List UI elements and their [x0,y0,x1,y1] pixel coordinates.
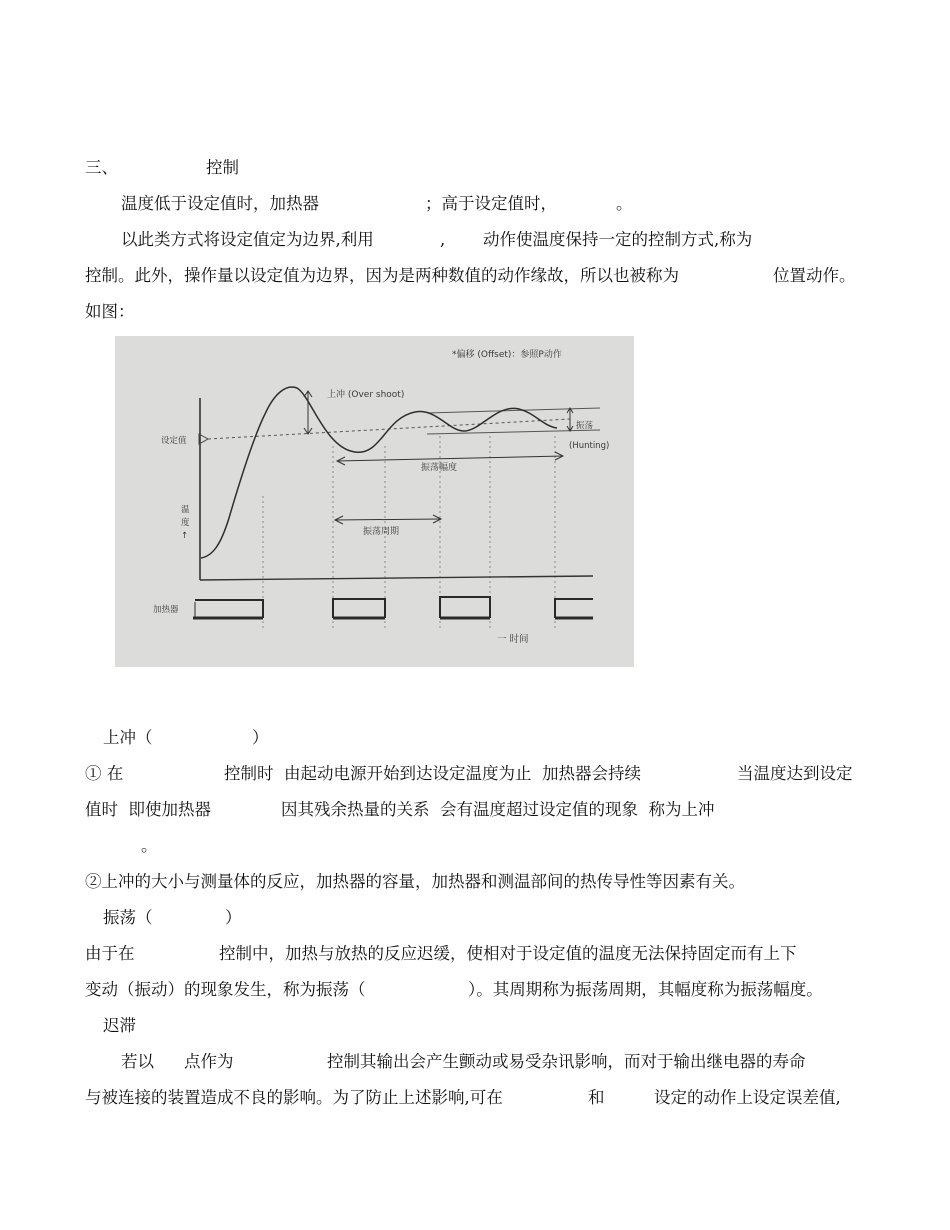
para2-line1-c: 动作使温度保持一定的控制方式,称为 [483,230,753,249]
heater-label: 加热器 [153,605,179,615]
hunting-line1-b: 控制中，加热与放热的反应迟缓，使相对于设定值的温度无法保持固定而有上下 [219,944,797,963]
para2-line2-b: 位置动作。 [773,266,856,285]
amplitude-label: 振荡幅度 [421,463,458,473]
para2-line2-a: 控制。此外，操作量以设定值为边界，因为是两种数值的动作缘故，所以也被称为 [85,266,679,285]
temp-axis-label-1: 温 [181,505,190,515]
hysteresis-line1-b: 点作为 [184,1052,234,1071]
para1-text-c: 。 [616,194,633,213]
para1-text-b: ；高于设定值时， [425,194,557,213]
para2-line3: 如图： [85,302,135,321]
time-guide-lines [263,436,555,631]
section-title: 控制 [206,158,239,177]
hysteresis-line2-b: 和 [588,1088,605,1107]
hunting-line1-a: 由于在 [85,944,135,963]
overshoot-item1-line2-b: 因其残余热量的关系 会有温度超过设定值的现象 称为上冲 [281,800,715,819]
time-label: 一 时间 [497,634,529,645]
temp-axis-label-2: 度 [181,518,190,528]
para2-line1-b: , [440,230,446,249]
period-label: 振荡周期 [363,527,400,537]
overshoot-item1-line1-a: ① 在 [85,764,124,783]
time-axis [200,576,593,580]
hysteresis-line1-c: 控制其输出会产生颤动或易受杂讯影响，而对于输出继电器的寿命 [327,1052,806,1071]
hysteresis-heading: 迟滞 [103,1016,136,1035]
hunting-line2-b: ）。其周期称为振荡周期，其幅度称为振荡幅度。 [468,980,823,999]
overshoot-heading-a: 上冲（ [103,728,153,747]
offset-note: *偏移 (Offset)：参照P动作 [452,350,562,360]
heater-signal [193,597,593,618]
overshoot-item1-line2-a: 值时 即使加热器 [85,800,211,819]
para2-line1-a: 以此类方式将设定值定为边界,利用 [121,230,374,249]
hunting-en-label: (Hunting) [569,441,610,451]
hunting-line2-a: 变动（振动）的现象发生，称为振荡（ [85,980,366,999]
period-arrow [335,515,441,524]
control-diagram [115,336,634,667]
hunting-heading-a: 振荡（ [103,908,153,927]
temp-axis-label-3: ↑ [181,531,189,541]
overshoot-item1-line1-c: 当温度达到设定 [737,764,853,783]
hunting-label: 振荡 [576,421,594,431]
control-diagram-figure [115,336,634,667]
overshoot-label: 上冲 (Over shoot) [327,390,405,400]
setpoint-label: 设定值 [161,436,187,446]
overshoot-heading-b: ） [252,728,269,747]
hysteresis-line1-a: 若以 [121,1052,154,1071]
section-number: 三、 [85,158,118,177]
hysteresis-line2-c: 设定的动作上设定误差值, [654,1088,841,1107]
overshoot-item1-line1-b: 控制时 由起动电源开始到达设定温度为止 加热器会持续 [224,764,641,783]
hysteresis-line2-a: 与被连接的装置造成不良的影响。为了防止上述影响,可在 [85,1088,503,1107]
overshoot-item1-line3: 。 [141,836,158,855]
overshoot-item2: ②上冲的大小与测量体的反应，加热器的容量，加热器和测温部间的热传导性等因素有关。 [85,872,745,891]
hunting-heading-b: ） [225,908,242,927]
para1-text-a: 温度低于设定值时，加热器 [121,194,319,213]
hunting-lower-envelope [427,430,600,434]
